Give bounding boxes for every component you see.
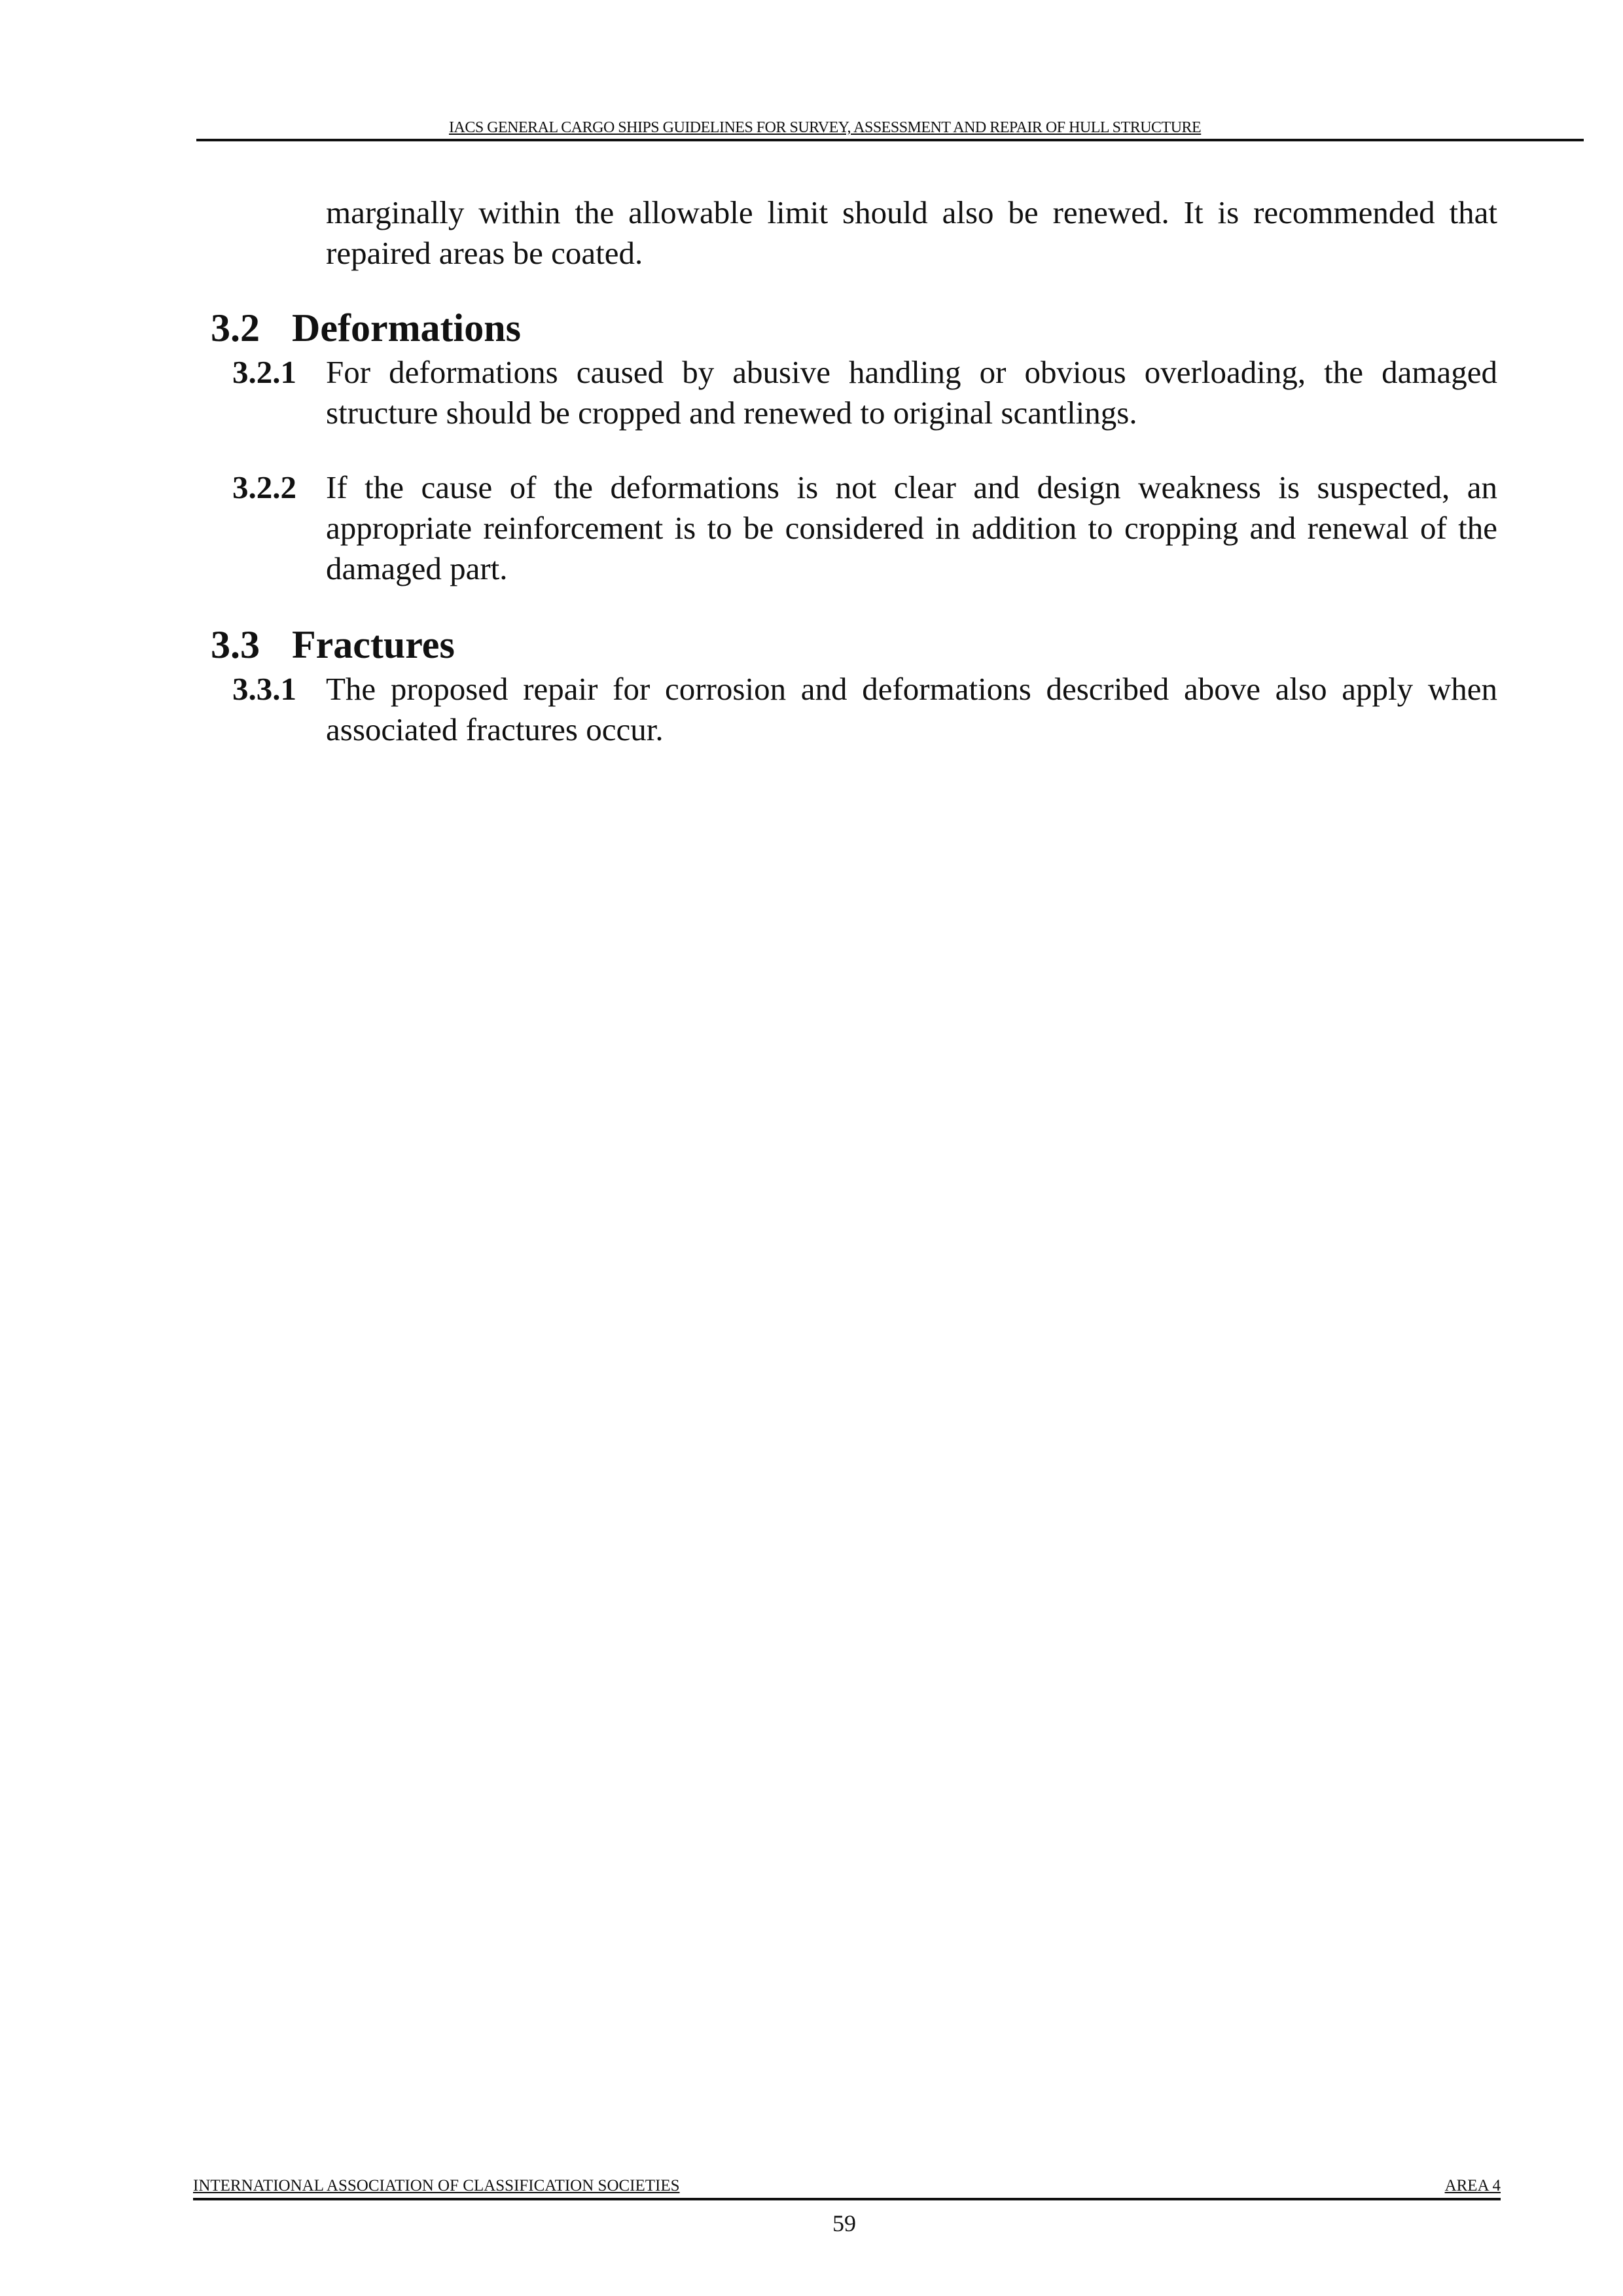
- section-title: Deformations: [292, 306, 521, 350]
- running-header: [196, 115, 1584, 141]
- section-heading-deformations: [211, 305, 521, 351]
- paragraph-number: 3.2.1: [232, 354, 296, 390]
- page-footer: [193, 2174, 1501, 2200]
- page-number: 59: [832, 2210, 856, 2236]
- footer-organization: INTERNATIONAL ASSOCIATION OF CLASSIFICATION SOCIETIES: [193, 2177, 680, 2195]
- paragraph-text: For deformations caused by abusive handling or obvious overloading, the damaged structure should be cropped and renewed to original scantlings.: [326, 354, 1497, 431]
- paragraph-number: 3.2.2: [232, 469, 296, 505]
- paragraph-text: If the cause of the deformations is not clear and design weakness is suspected, an appropriate reinforcement is to be considered in addition to cropping and renewal of the damaged part.: [326, 469, 1497, 586]
- paragraph-text: The proposed repair for corrosion and deformations described above also apply when associated fractures occur.: [326, 671, 1497, 747]
- footer-area-label: AREA 4: [1444, 2177, 1501, 2195]
- section-heading-fractures: [211, 622, 455, 668]
- section-number: 3.3: [211, 623, 260, 666]
- running-header-text: IACS GENERAL CARGO SHIPS GUIDELINES FOR SURVEY, ASSESSMENT AND REPAIR OF HULL STRUCTURE: [449, 119, 1202, 136]
- paragraph-number: 3.3.1: [232, 671, 296, 707]
- continuation-paragraph: marginally within the allowable limit should also be renewed. It is recommended that repaired areas be coated.: [326, 194, 1497, 271]
- section-title: Fractures: [292, 623, 455, 666]
- section-number: 3.2: [211, 306, 260, 350]
